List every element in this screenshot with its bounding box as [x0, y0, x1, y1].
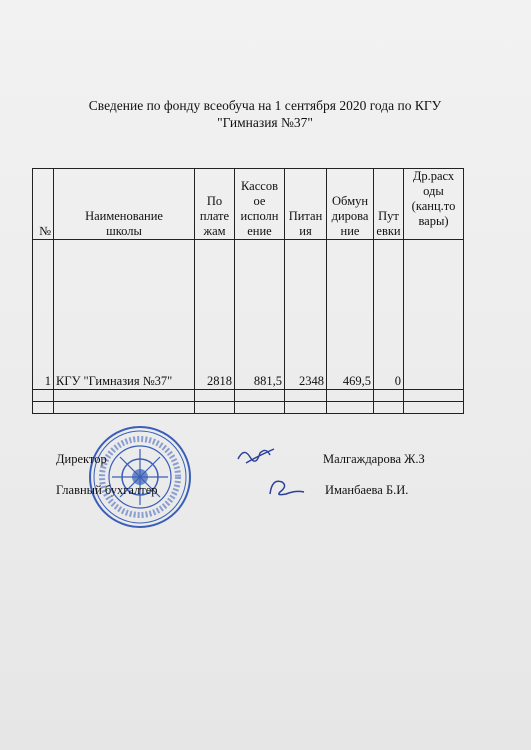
header-other-expenses: Др.расх оды (канц.то вары)	[404, 169, 464, 240]
cell-food: 2348	[285, 240, 327, 390]
cell-vouchers: 0	[374, 240, 404, 390]
director-label: Директор	[56, 452, 107, 466]
cell-school-name: КГУ "Гимназия №37"	[54, 240, 195, 390]
table-row	[33, 240, 464, 390]
official-stamp	[88, 425, 192, 529]
header-school-name: Наименование школы	[54, 169, 195, 240]
accountant-name: Иманбаева Б.И.	[325, 483, 409, 497]
cell-uniform: 469,5	[327, 240, 374, 390]
cell-cash-execution: 881,5	[235, 240, 285, 390]
document-title	[40, 97, 490, 131]
table-row-blank-2	[33, 402, 464, 414]
header-food: Питан ия	[285, 169, 327, 240]
accountant-signature	[266, 474, 306, 502]
header-uniform: Обмун дирова ние	[327, 169, 374, 240]
header-vouchers: Пут евки	[374, 169, 404, 240]
cell-payments: 2818	[195, 240, 235, 390]
director-signature	[236, 443, 276, 469]
accountant-label: Главный бухгалтер	[56, 483, 158, 497]
cell-number: 1	[33, 240, 54, 390]
cell-other-expenses	[404, 240, 464, 390]
title-line-1: Сведение по фонду всеобуча на 1 сентября 2020 года по КГУ	[88, 98, 442, 113]
header-cash-execution: Кассов ое исполн ение	[235, 169, 285, 240]
title-line-2: "Гимназия №37"	[217, 115, 313, 130]
director-name: Малгаждарова Ж.З	[323, 452, 425, 466]
table-row-blank-1	[33, 390, 464, 402]
header-payments: По плате жам	[195, 169, 235, 240]
header-number: №	[33, 169, 54, 240]
table-header-row	[33, 169, 464, 240]
fund-table	[32, 168, 464, 414]
